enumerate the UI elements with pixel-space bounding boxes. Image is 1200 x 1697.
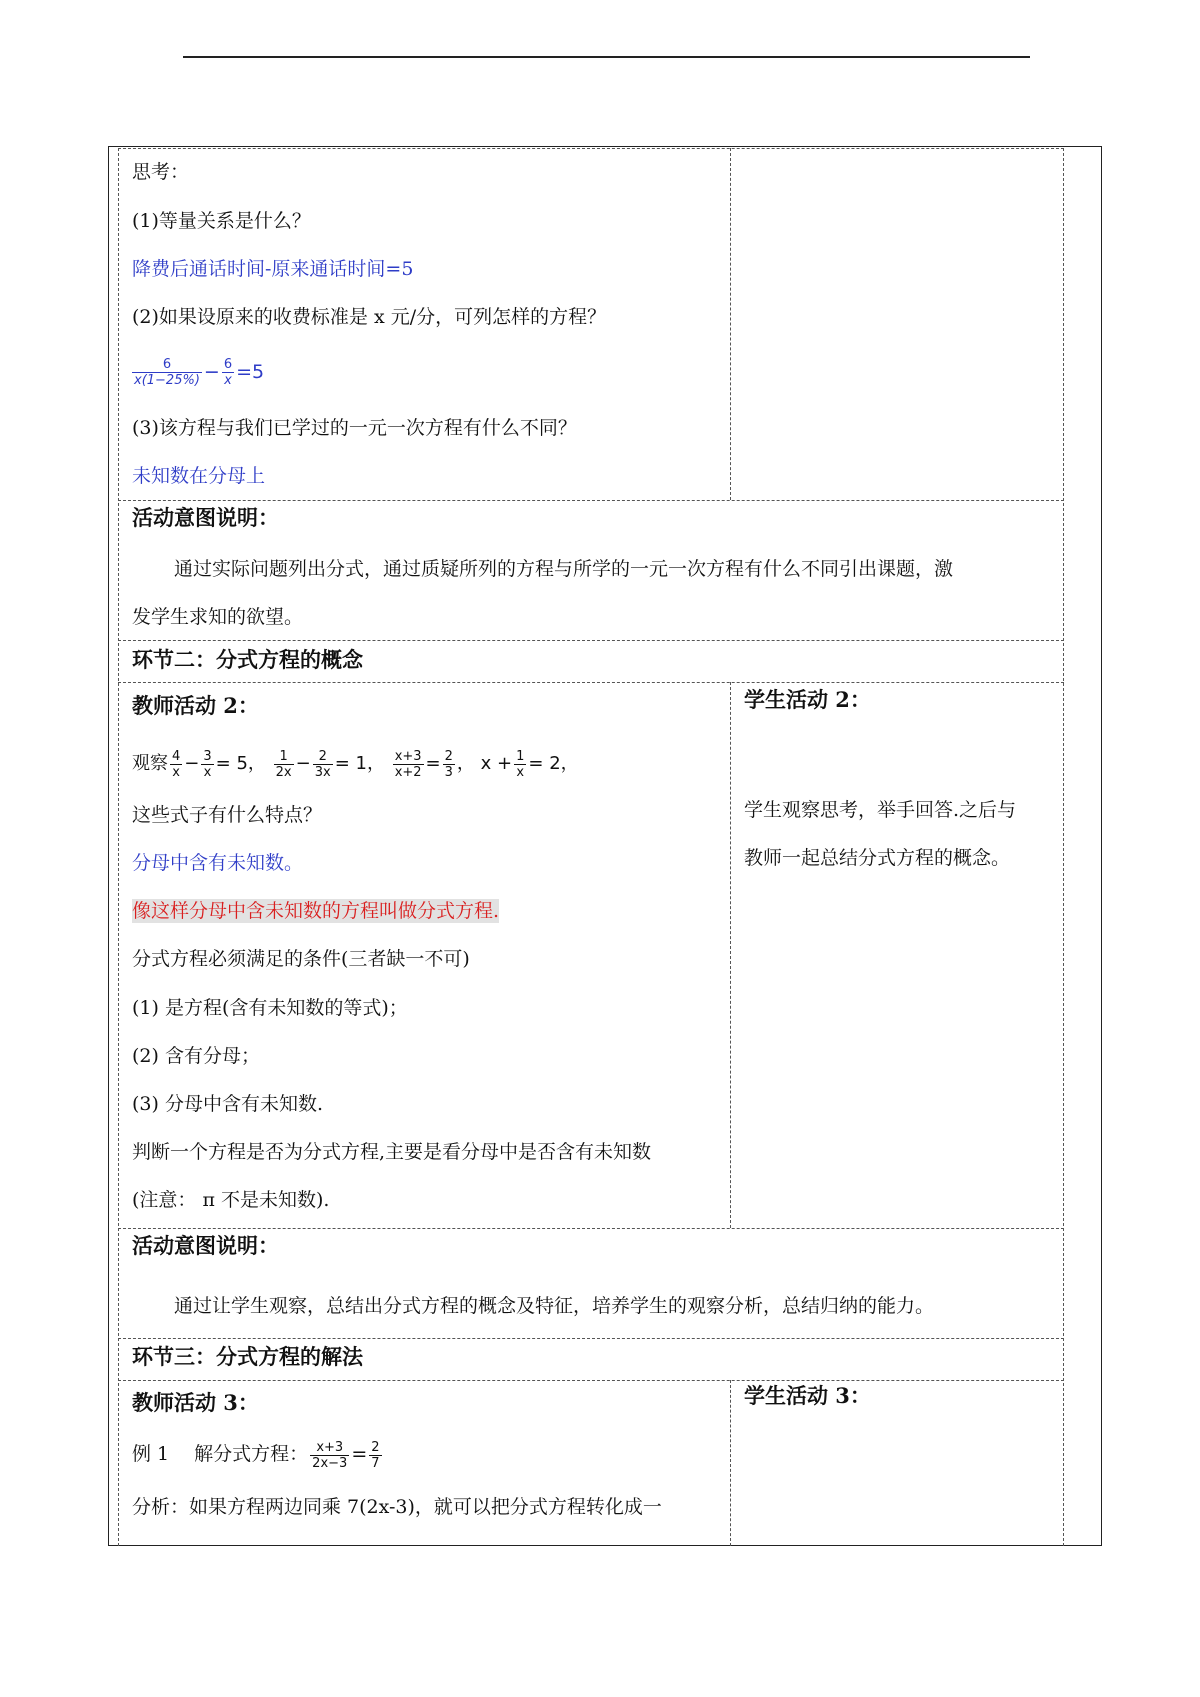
row-divider — [118, 500, 1064, 501]
condition-item: (3) 分母中含有未知数. — [132, 1093, 323, 1115]
intent-title: 活动意图说明： — [132, 1233, 279, 1258]
fraction: $\frac{6}{x}$ — [223, 357, 233, 388]
intent-text-line: 通过让学生观察，总结出分式方程的概念及特征，培养学生的观察分析，总结归纳的能力。 — [174, 1295, 935, 1317]
header-rule — [183, 56, 1030, 58]
teacher-activity-3-title: 教师活动 3： — [132, 1390, 259, 1415]
fraction: $\frac{2}{3}$ — [444, 748, 453, 780]
condition-item: (1) 是方程(含有未知数的等式)； — [132, 997, 408, 1019]
fraction: $\frac{4}{x}$ — [172, 748, 181, 780]
condition-item: (2) 含有分母； — [132, 1045, 260, 1067]
observe-equations: 观察 $\frac{4}{x}$ − $\frac{3}{x}$ = 5， $\frac{1}{2x}$ − $\frac{2}{3x}$ = 1， $\frac{x+3}{x+2}$ = $\frac{2}{3}$ ， x + $\frac{1}{x}$ = 2， — [132, 748, 579, 780]
fraction: $\frac{2}{7}$ — [371, 1439, 380, 1471]
student-activity-text: 教师一起总结分式方程的概念。 — [744, 847, 1011, 869]
judge-text-line: 判断一个方程是否为分式方程,主要是看分母中是否含有未知数 — [132, 1141, 652, 1163]
fraction: $\frac{x+3}{x+2}$ — [394, 748, 422, 780]
column-divider — [730, 1380, 731, 1546]
row-divider — [118, 1228, 1064, 1229]
student-activity-3-title: 学生活动 3： — [744, 1383, 871, 1408]
intent-text-line: 发学生求知的欲望。 — [132, 606, 304, 628]
student-activity-2-title: 学生活动 2： — [744, 687, 871, 712]
row-divider — [118, 640, 1064, 641]
question-3: (3)该方程与我们已学过的一元一次方程有什么不同？ — [132, 417, 577, 439]
fraction: $\frac{x+3}{2x-3}$ — [312, 1439, 348, 1471]
teacher-activity-2-title: 教师活动 2： — [132, 693, 259, 718]
question-1: (1)等量关系是什么？ — [132, 210, 311, 232]
stage-2-title: 环节二：分式方程的概念 — [132, 647, 363, 672]
definition-highlight: 像这样分母中含未知数的方程叫做分式方程. — [132, 900, 500, 922]
intent-title: 活动意图说明： — [132, 505, 279, 530]
column-divider — [730, 148, 731, 500]
fraction: $\frac{2}{3x}$ — [314, 748, 331, 780]
fraction: $\frac{1}{2x}$ — [275, 748, 292, 780]
answer-1: 降费后通话时间-原来通话时间=5 — [132, 258, 414, 280]
answer-3: 未知数在分母上 — [132, 465, 266, 487]
column-divider — [730, 682, 731, 1228]
conditions-heading: 分式方程必须满足的条件(三者缺一不可) — [132, 948, 470, 970]
analysis-text: 分析：如果方程两边同乘 7(2x-3)，就可以把分式方程转化成一 — [132, 1496, 662, 1518]
teacher-answer: 分母中含有未知数。 — [132, 852, 304, 874]
example-1: 例 1 解分式方程： $\frac{x+3}{2x-3}$ = $\frac{2}{7}$ — [132, 1439, 380, 1471]
fraction: $\frac{6}{x(1-25\%)}$ — [134, 357, 200, 388]
student-activity-text: 学生观察思考，举手回答.之后与 — [744, 799, 1017, 821]
equation-answer-2: $\frac{6}{x(1-25\%)}$ − $\frac{6}{x}$ =5 — [134, 357, 265, 388]
teacher-question: 这些式子有什么特点？ — [132, 804, 323, 826]
row-divider — [118, 1380, 1064, 1381]
think-label: 思考： — [132, 161, 190, 183]
fraction: $\frac{1}{x}$ — [516, 748, 525, 780]
judge-text-line: (注意： π 不是未知数). — [132, 1189, 330, 1211]
fraction: $\frac{3}{x}$ — [203, 748, 212, 780]
row-divider — [118, 1338, 1064, 1339]
row-divider — [118, 682, 1064, 683]
stage-3-title: 环节三：分式方程的解法 — [132, 1344, 363, 1369]
intent-text-line: 通过实际问题列出分式，通过质疑所列的方程与所学的一元一次方程有什么不同引出课题，激 — [174, 558, 954, 580]
question-2: (2)如果设原来的收费标准是 x 元/分，可列怎样的方程？ — [132, 306, 607, 328]
